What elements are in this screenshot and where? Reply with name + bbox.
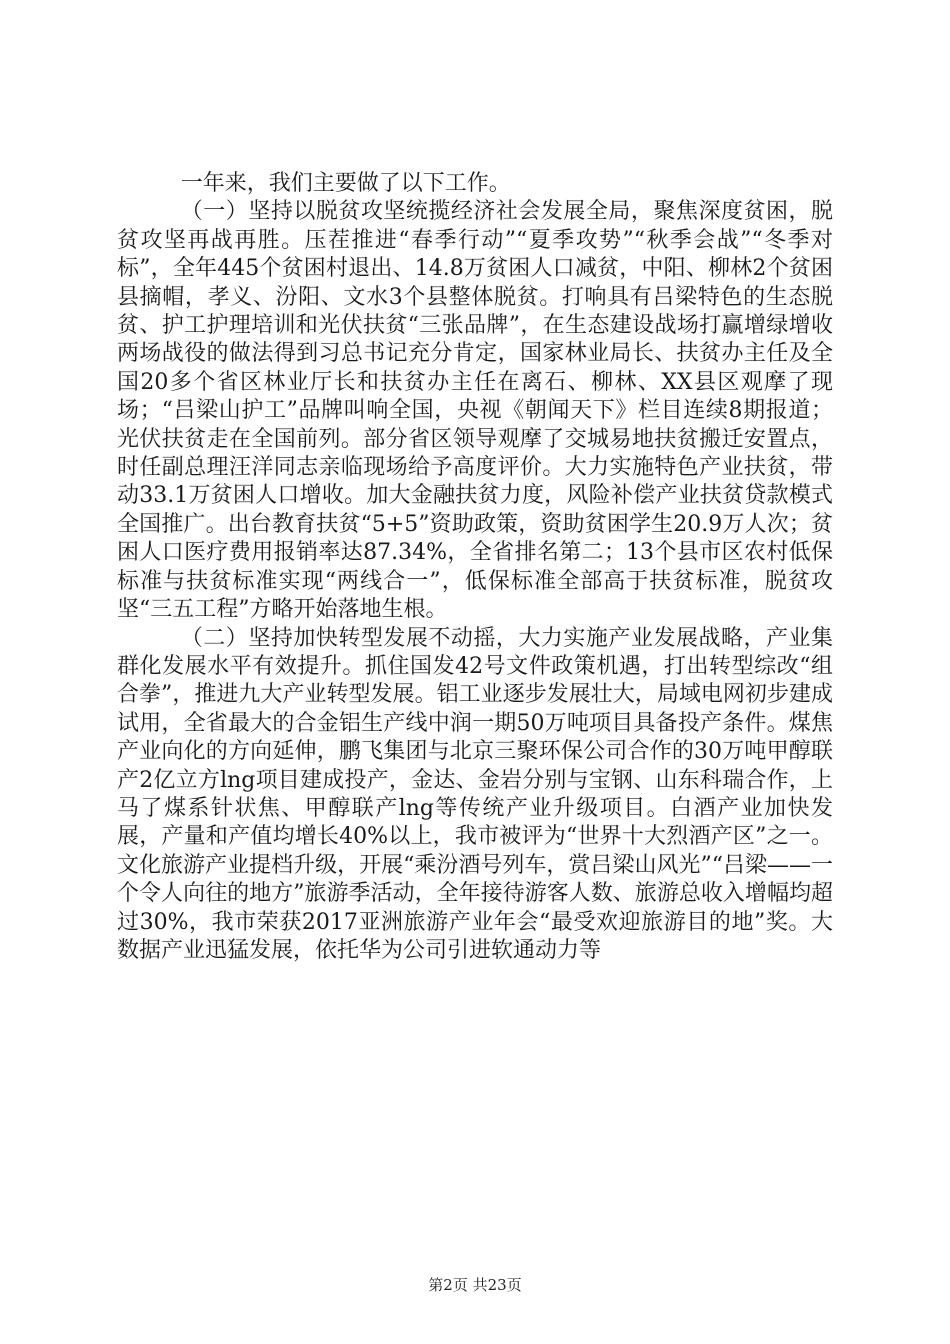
paragraph-poverty-alleviation: （一）坚持以脱贫攻坚统揽经济社会发展全局，聚焦深度贫困，脱贫攻坚再战再胜。压茬推进“春季行动”“夏季攻势”“秋季会战”“冬季对标”，全年445个贫困村退出、14.8万贫困人口减贫，中阳、柳林2个贫困县摘帽，孝义、汾阳、文水3个县整体脱贫。打响具有吕梁特色的生态脱贫、护工护理培训和光伏扶贫“三张品牌”，在生态建设战场打赢增绿增收两场战役的做法得到习总书记充分肯定，国家林业局长、扶贫办主任及全国20多个省区林业厅长和扶贫办主任在离石、柳林、XX县区观摩了现场；“吕梁山护工”品牌叫响全国，央视《朝闻天下》栏目连续8期报道；光伏扶贫走在全国前列。部分省区领导观摩了交城易地扶贫搬迁安置点，时任副总理汪洋同志亲临现场给予高度评价。大力实施特色产业扶贫，带动33.1万贫困人口增收。加大金融扶贫力度，风险补偿产业扶贫贷款模式全国推广。出台教育扶贫“5+5”资助政策，资助贫困学生20.9万人次；贫困人口医疗费用报销率达87.34%，全省排名第二；13个县市区农村低保标准与扶贫标准实现“两线合一”，低保标准全部高于扶贫标准，脱贫攻坚“三五工程”方略开始落地生根。	[117, 199, 833, 623]
paragraph-intro: 一年来，我们主要做了以下工作。	[180, 171, 511, 196]
paragraph-transformation: （二）坚持加快转型发展不动摇，大力实施产业发展战略，产业集群化发展水平有效提升。抓住国发42号文件政策机遇，打出转型综改“组合拳”，推进九大产业转型发展。铝工业逐步发展壮大，局域电网初步建成试用，全省最大的合金铝生产线中润一期50万吨项目具备投产条件。煤焦产业向化的方向延伸，鹏飞集团与北京三聚环保公司合作的30万吨甲醇联产2亿立方lng项目建成投产，金达、金岩分别与宝钢、山东科瑞合作，上马了煤系针状焦、甲醇联产lng等传统产业升级项目。白酒产业加快发展，产量和产值均增长40%以上，我市被评为“世界十大烈酒产区”之一。文化旅游产业提档升级，开展“乘汾酒号列车，赏吕梁山风光”“吕梁——一个令人向往的地方”旅游季活动，全年接待游客人数、旅游总收入增幅均超过30%，我市荣获2017亚洲旅游产业年会“最受欢迎旅游目的地”奖。大数据产业迅猛发展，依托华为公司引进软通动力等	[117, 625, 833, 963]
document-body	[117, 170, 833, 965]
page-number-footer: 第2页 共23页	[428, 1276, 522, 1294]
